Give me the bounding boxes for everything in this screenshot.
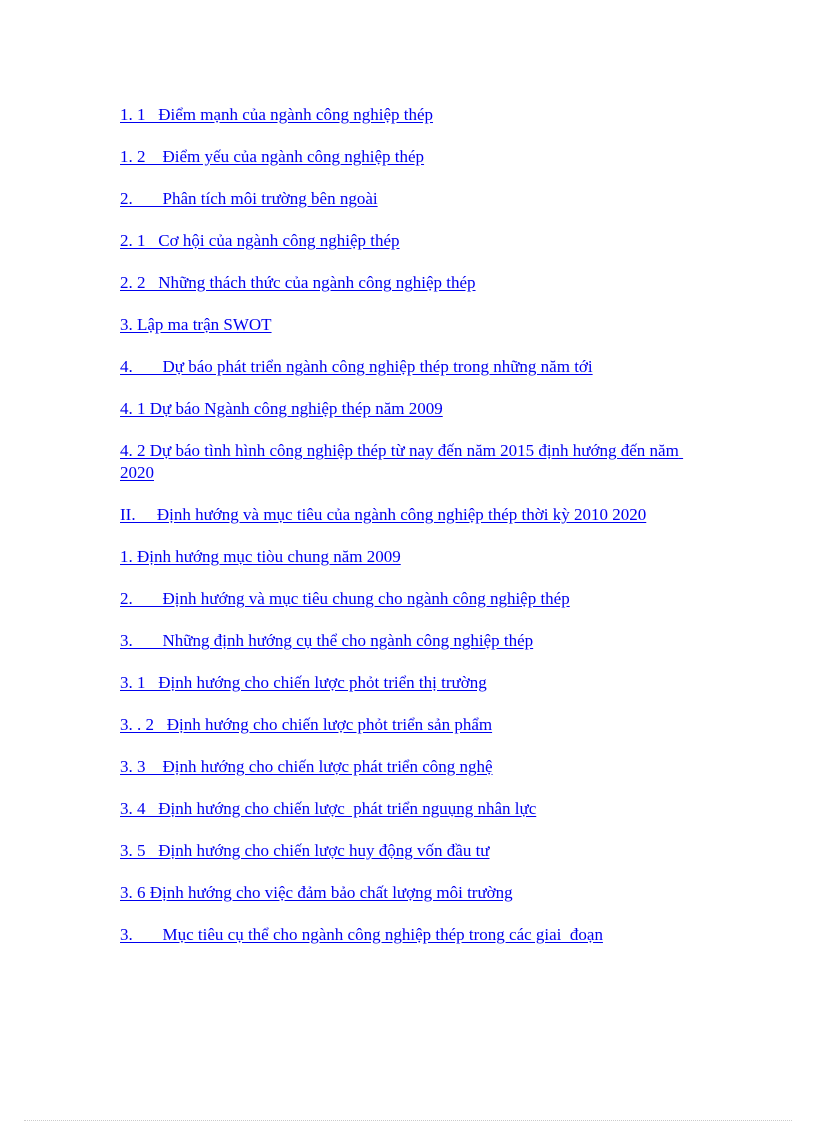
toc-item (120, 546, 680, 568)
toc-item (120, 798, 680, 820)
toc-item (120, 882, 680, 904)
toc-item (120, 630, 680, 652)
toc-item (120, 398, 680, 420)
toc-link[interactable]: 1. 2 Điểm yếu của ngành công nghiệp thép (120, 147, 425, 166)
toc-item (120, 104, 680, 126)
toc-link[interactable]: 2. 1 Cơ hội của ngành công nghiệp thép (120, 231, 400, 250)
toc-item (120, 146, 680, 168)
toc-item (120, 714, 680, 736)
toc-item (120, 504, 680, 526)
toc-link[interactable]: 3. . 2 Định hướng cho chiến lược phỏt triển sản phẩm (120, 715, 493, 734)
toc-item (120, 356, 680, 378)
toc-item (120, 440, 684, 484)
toc-link[interactable]: 4. 2 Dự báo tình hình công nghiệp thép từ nay đến năm 2015 định hướng đến năm 2020 (120, 441, 684, 482)
toc-item (120, 588, 680, 610)
table-of-contents (120, 104, 684, 966)
toc-link[interactable]: 3. Mục tiêu cụ thể cho ngành công nghiệp thép trong các giai đoạn (120, 925, 603, 944)
toc-item (120, 314, 680, 336)
toc-link[interactable]: II. Định hướng và mục tiêu của ngành công nghiệp thép thời kỳ 2010 2020 (120, 505, 647, 524)
toc-link[interactable]: 3. 3 Định hướng cho chiến lược phát triển công nghệ (120, 757, 493, 776)
toc-link[interactable]: 3. Những định hướng cụ thể cho ngành công nghiệp thép (120, 631, 534, 650)
toc-link[interactable]: 3. 5 Định hướng cho chiến lược huy động vốn đầu tư (120, 841, 490, 860)
toc-item (120, 840, 680, 862)
toc-link[interactable]: 4. 1 Dự báo Ngành công nghiệp thép năm 2009 (120, 399, 443, 418)
toc-item (120, 924, 680, 946)
toc-item (120, 230, 680, 252)
toc-link[interactable]: 1. 1 Điểm mạnh của ngành công nghiệp thép (120, 105, 434, 124)
toc-link[interactable]: 3. 6 Định hướng cho việc đảm bảo chất lượng môi trường (120, 883, 513, 902)
page-bottom-divider (24, 1120, 792, 1121)
toc-item (120, 672, 680, 694)
toc-item (120, 272, 680, 294)
toc-link[interactable]: 3. 4 Định hướng cho chiến lược phát triển nguụng nhân lực (120, 799, 537, 818)
toc-link[interactable]: 2. 2 Những thách thức của ngành công nghiệp thép (120, 273, 476, 292)
toc-link[interactable]: 4. Dự báo phát triển ngành công nghiệp thép trong những năm tới (120, 357, 593, 376)
toc-link[interactable]: 2. Định hướng và mục tiêu chung cho ngành công nghiệp thép (120, 589, 570, 608)
toc-link[interactable]: 2. Phân tích môi trường bên ngoài (120, 189, 378, 208)
toc-link[interactable]: 1. Định hướng mục tiòu chung năm 2009 (120, 547, 401, 566)
toc-item (120, 188, 680, 210)
toc-link[interactable]: 3. Lập ma trận SWOT (120, 315, 272, 334)
toc-link[interactable]: 3. 1 Định hướng cho chiến lược phỏt triển thị trường (120, 673, 487, 692)
toc-item (120, 756, 680, 778)
